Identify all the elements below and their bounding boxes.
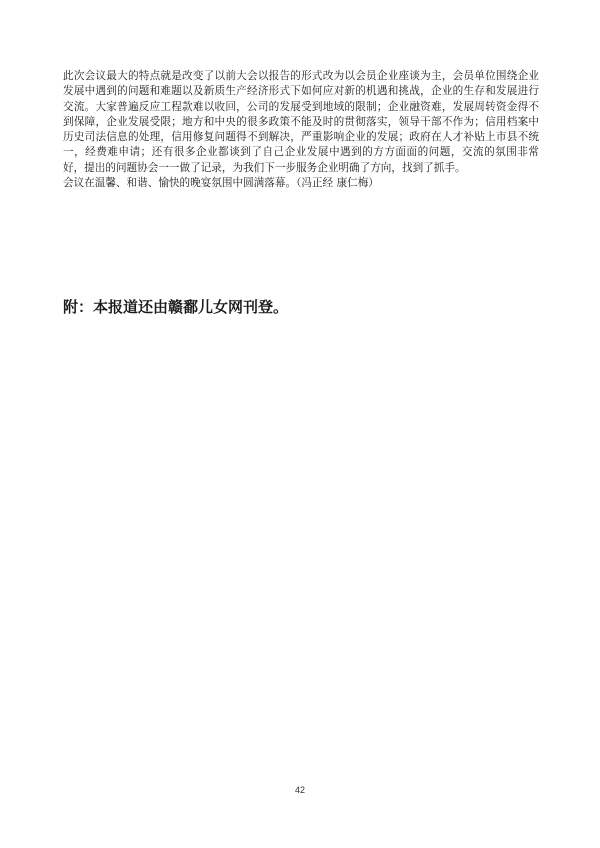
article-paragraph-discussion: 此次会议最大的特点就是改变了以前大会以报告的形式改为以会员企业座谈为主，会员单位围绕企业发展中遇到的问题和难题以及新质生产经济形式下如何应对新的机遇和挑战，企业的生存和发展进行交流。大家普遍反应工程款难以收回，公司的发展受到地域的限制；企业融资难，发展周转资金得不到保障，企业发展受限；地方和中央的很多政策不能及时的贯彻落实，领导干部不作为；信用档案中历史司法信息的处理，信用修复问题得不到解决，严重影响企业的发展；政府在人才补贴上市县不统一，经费难申请；还有很多企业都谈到了自己企业发展中遇到的方方面面的问题，交流的氛围非常好，提出的问题协会一一做了记录，为我们下一步服务企业明确了方向，找到了抓手。 <box>63 70 539 174</box>
publication-notice: 附：本报道还由赣鄱儿女网刊登。 <box>63 298 289 316</box>
article-paragraph-closing: 会议在温馨、和谐、愉快的晚宴氛围中圆满落幕。（冯正经 康仁梅） <box>63 177 379 190</box>
article-body <box>63 69 539 191</box>
page-number: 42 <box>294 785 305 795</box>
